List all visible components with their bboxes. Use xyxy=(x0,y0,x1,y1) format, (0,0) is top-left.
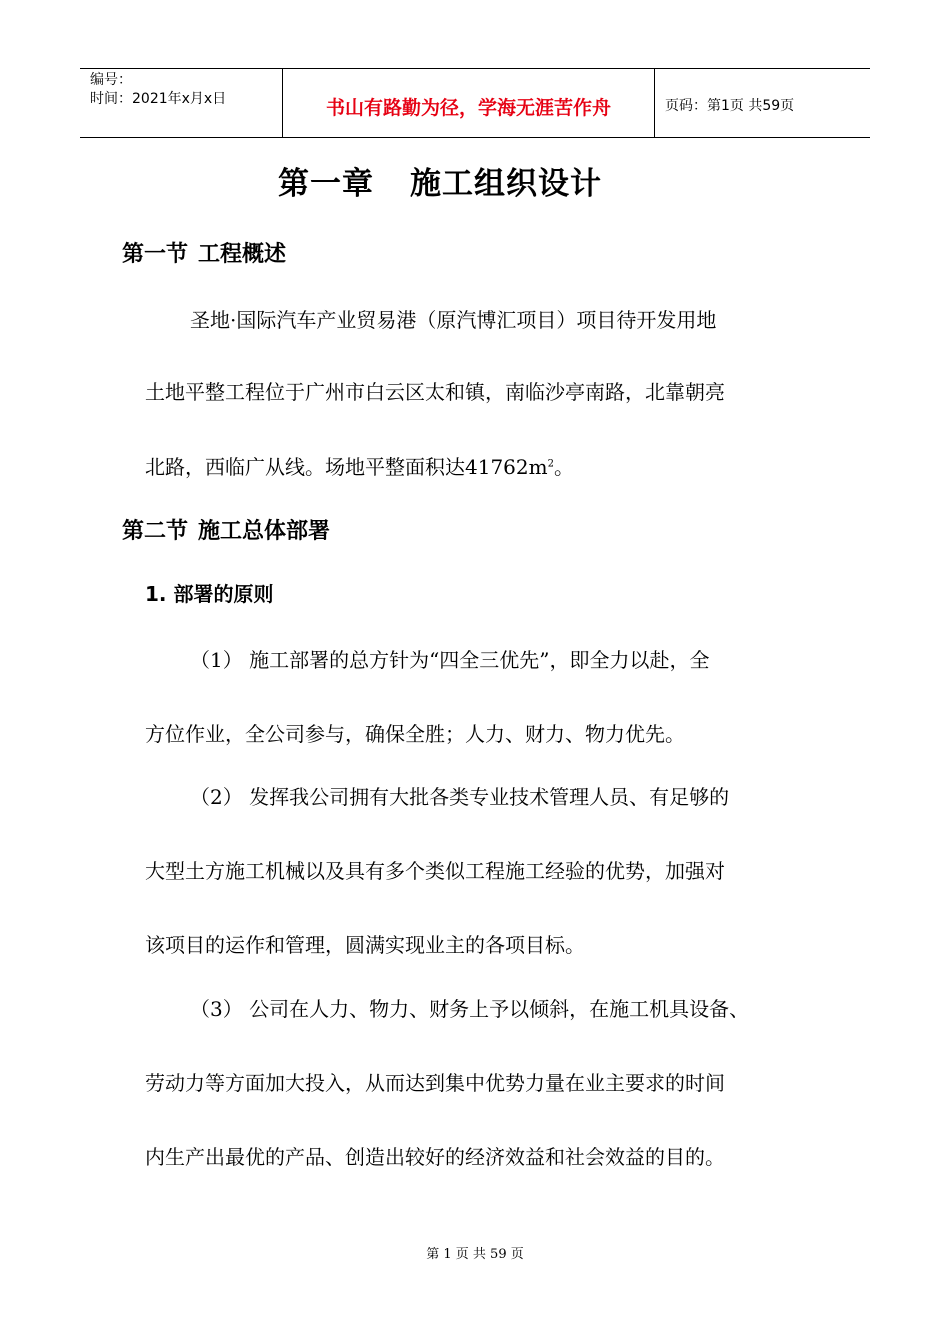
chapter-title xyxy=(0,164,880,204)
paragraph-line: 土地平整工程位于广州市白云区太和镇，南临沙亭南路，北靠朝亮 xyxy=(145,380,725,404)
paragraph-line: 方位作业，全公司参与，确保全胜；人力、财力、物力优先。 xyxy=(145,722,685,746)
header-motto: 书山有路勤为径，学海无涯苦作舟 xyxy=(282,69,655,137)
header-meta xyxy=(80,69,282,137)
page-header xyxy=(80,68,870,138)
subsection-heading: 1. 部署的原则 xyxy=(145,582,274,606)
paragraph-line: （1） 施工部署的总方针为“四全三优先”，即全力以赴，全 xyxy=(190,648,710,672)
paragraph-line: 圣地·国际汽车产业贸易港（原汽博汇项目）项目待开发用地 xyxy=(190,308,717,332)
document-number-label: 编号： xyxy=(90,72,132,88)
section-heading-1 xyxy=(122,240,286,270)
chapter-number: 第一章 xyxy=(278,166,374,202)
chapter-name: 施工组织设计 xyxy=(410,166,602,202)
header-page-label: 页码：第1页 共59页 xyxy=(665,98,795,114)
section-title: 工程概述 xyxy=(198,242,287,267)
paragraph-line: 内生产出最优的产品、创造出较好的经济效益和社会效益的目的。 xyxy=(145,1145,725,1169)
paragraph-line: （3） 公司在人力、物力、财务上予以倾斜，在施工机具设备、 xyxy=(190,997,750,1021)
paragraph-line: 该项目的运作和管理，圆满实现业主的各项目标。 xyxy=(145,933,585,957)
area-text: 北路，西临广从线。场地平整面积达41762m xyxy=(145,455,548,479)
paragraph-line: 劳动力等方面加大投入，从而达到集中优势力量在业主要求的时间 xyxy=(145,1071,725,1095)
document-time-label: 时间：2021年x月x日 xyxy=(90,91,227,107)
section-title: 施工总体部署 xyxy=(198,519,331,544)
paragraph-line: 大型土方施工机械以及具有多个类似工程施工经验的优势，加强对 xyxy=(145,859,725,883)
paragraph-line xyxy=(145,453,574,481)
section-number: 第二节 xyxy=(122,519,189,544)
section-heading-2 xyxy=(122,517,330,547)
paragraph-line: （2） 发挥我公司拥有大批各类专业技术管理人员、有足够的 xyxy=(190,785,730,809)
page-footer: 第 1 页 共 59 页 xyxy=(426,1247,524,1262)
area-unit-superscript: 2 xyxy=(547,458,554,470)
sentence-end: 。 xyxy=(553,455,574,479)
section-number: 第一节 xyxy=(122,242,189,267)
